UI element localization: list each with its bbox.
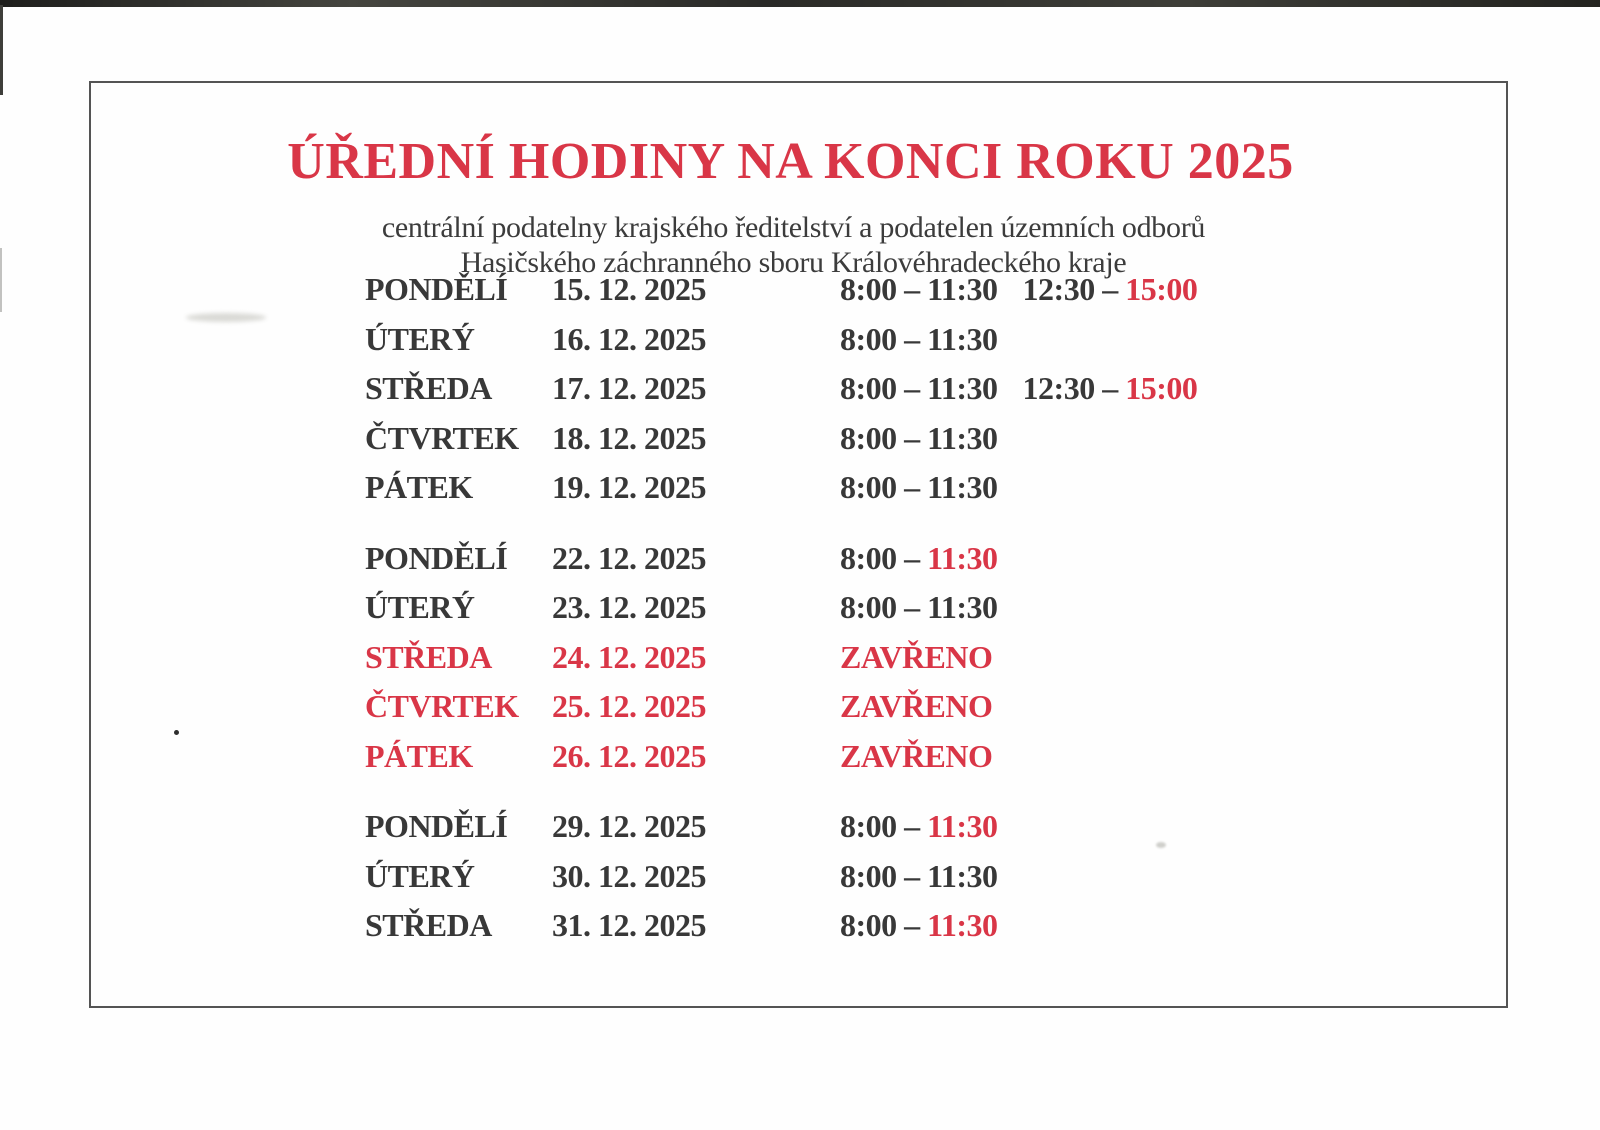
time-segment-highlight: 15:00 (1125, 370, 1198, 407)
document-border (89, 81, 1508, 1008)
date-cell: 19. 12. 2025 (552, 469, 706, 506)
time-cell (840, 370, 1197, 407)
date-cell: 29. 12. 2025 (552, 808, 706, 845)
time-segment: 8:00 – 11:30 (840, 320, 998, 357)
schedule-block (365, 534, 1197, 782)
time-segment: 8:00 – 11:30 (840, 370, 998, 407)
day-cell: PÁTEK (365, 737, 473, 774)
time-cell (840, 808, 1197, 845)
time-segment-highlight: 11:30 (927, 907, 998, 944)
day-cell: ÚTERÝ (365, 589, 475, 626)
time-cell (840, 420, 1197, 457)
date-cell: 17. 12. 2025 (552, 370, 706, 407)
schedule-row (365, 682, 1197, 732)
schedule-row (365, 534, 1197, 584)
schedule-block (365, 265, 1197, 513)
time-segment: 8:00 – (840, 907, 928, 944)
day-cell: PÁTEK (365, 469, 473, 506)
time-cell (840, 688, 1197, 725)
scan-artifact-left-edge (0, 5, 3, 95)
time-segment: 8:00 – (840, 539, 928, 576)
time-cell (840, 738, 1197, 775)
time-cell (840, 858, 1197, 895)
subtitle-line-2: Hasičského záchranného sboru Královéhradeckého kraje (460, 246, 1127, 279)
date-cell: 18. 12. 2025 (552, 419, 706, 456)
subtitle-line-1: centrální podatelny krajského ředitelství a podatelen územních odborů (381, 211, 1206, 244)
time-segment: 8:00 – 11:30 (840, 271, 998, 308)
time-segment-highlight: 11:30 (927, 808, 998, 845)
time-segment: 12:30 – (1022, 370, 1126, 407)
time-segment-highlight: 11:30 (927, 539, 998, 576)
day-cell: ÚTERÝ (365, 857, 475, 894)
schedule-row (365, 633, 1197, 683)
schedule-row (365, 583, 1197, 633)
schedule-table (365, 265, 1197, 951)
date-cell: 31. 12. 2025 (552, 907, 706, 944)
schedule-block (365, 802, 1197, 951)
time-cell (840, 589, 1197, 626)
day-cell: PONDĚLÍ (365, 271, 508, 308)
time-cell (840, 469, 1197, 506)
time-segment: 8:00 – 11:30 (840, 419, 998, 456)
day-cell: ČTVRTEK (365, 419, 519, 456)
date-cell: 26. 12. 2025 (552, 737, 706, 774)
schedule-row (365, 265, 1197, 315)
time-segment-highlight: ZAVŘENO (840, 638, 993, 675)
date-cell: 15. 12. 2025 (552, 271, 706, 308)
time-cell (840, 321, 1197, 358)
page-title: ÚŘEDNÍ HODINY NA KONCI ROKU 2025 (287, 132, 1294, 190)
time-segment-highlight: ZAVŘENO (840, 688, 993, 725)
schedule-row (365, 901, 1197, 951)
day-cell: PONDĚLÍ (365, 808, 508, 845)
date-cell: 24. 12. 2025 (552, 638, 706, 675)
time-segment: 8:00 – 11:30 (840, 857, 998, 894)
schedule-row (365, 414, 1197, 464)
schedule-row (365, 364, 1197, 414)
time-cell (840, 639, 1197, 676)
time-segment: 8:00 – (840, 808, 928, 845)
day-cell: STŘEDA (365, 370, 492, 407)
date-cell: 30. 12. 2025 (552, 857, 706, 894)
scan-artifact-top-edge (0, 0, 1600, 7)
day-cell: STŘEDA (365, 638, 492, 675)
time-cell (840, 271, 1197, 308)
time-segment: 8:00 – 11:30 (840, 589, 998, 626)
time-segment: 12:30 – (1022, 271, 1126, 308)
day-cell: ÚTERÝ (365, 320, 475, 357)
scan-artifact-left-edge (0, 248, 2, 312)
date-cell: 22. 12. 2025 (552, 539, 706, 576)
schedule-row (365, 852, 1197, 902)
date-cell: 16. 12. 2025 (552, 320, 706, 357)
day-cell: STŘEDA (365, 907, 492, 944)
time-cell (840, 907, 1197, 944)
time-segment-highlight: 15:00 (1125, 271, 1198, 308)
schedule-row (365, 802, 1197, 852)
time-cell (840, 540, 1197, 577)
time-segment: 8:00 – 11:30 (840, 469, 998, 506)
day-cell: PONDĚLÍ (365, 539, 508, 576)
schedule-row (365, 463, 1197, 513)
time-segment-highlight: ZAVŘENO (840, 737, 993, 774)
date-cell: 25. 12. 2025 (552, 688, 706, 725)
schedule-row (365, 315, 1197, 365)
schedule-row (365, 732, 1197, 782)
date-cell: 23. 12. 2025 (552, 589, 706, 626)
day-cell: ČTVRTEK (365, 688, 519, 725)
